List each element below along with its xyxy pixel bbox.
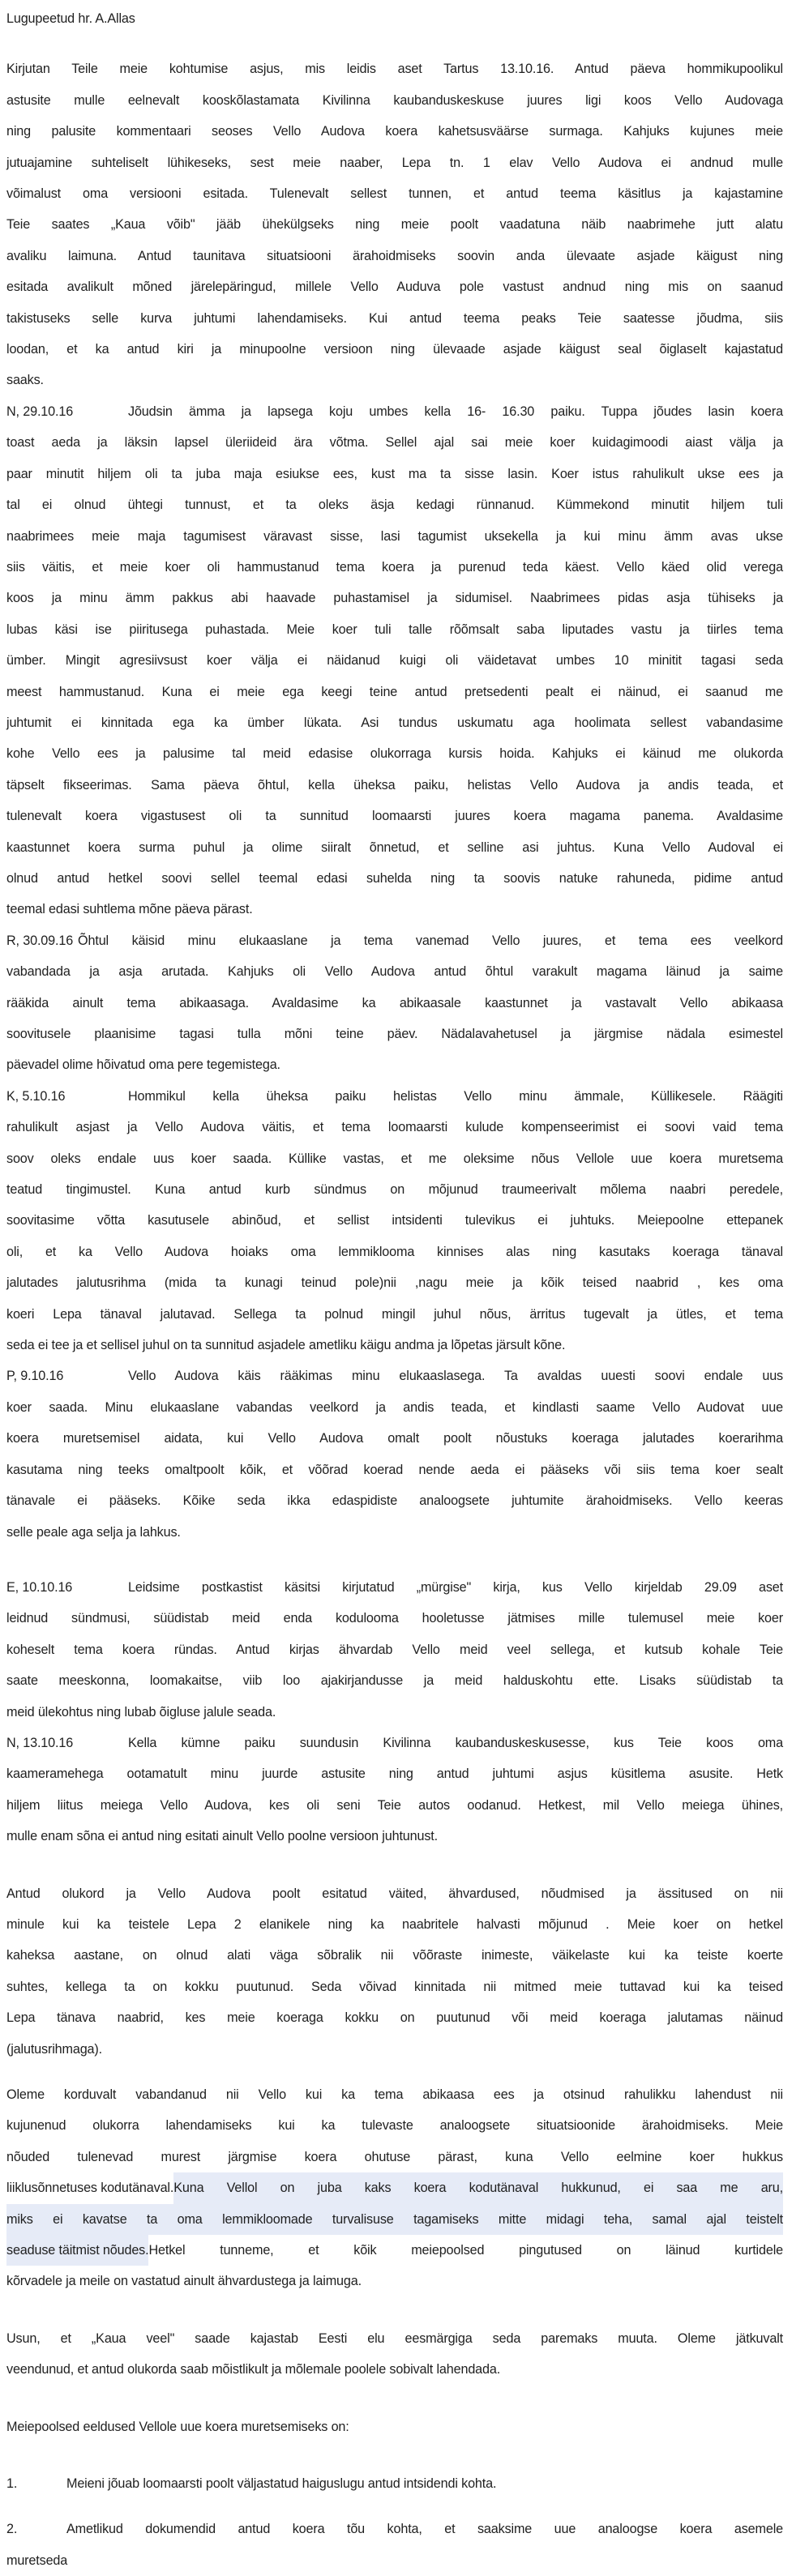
entry-line: selle peale aga selja ja lahkus. (6, 1524, 181, 1540)
entry-line: seda ei tee ja et sellisel juhul on ta sunnitud asjadele ametliku käigu andma ja lõpetas järsult kõne. (6, 1338, 566, 1353)
apology-line: Oleme korduvalt vabandanud nii Vello kui ka tema abikaasa ees ja otsinud rahulikku lahendust nii (6, 2087, 783, 2102)
letter-page (6, 0, 783, 2576)
entry-line: koos ja minu ämm pakkus abi haavade puhastamisel ja sidumisel. Naabrimees pidas asja tühiseks ja (6, 591, 783, 606)
situation-line: kaheksa aastane, on olnud alati väga sõbralik nii võõraste inimeste, väikelaste kui ka teiste koerte (6, 1948, 783, 1963)
situation-line: (jalutusrihmaga). (6, 2041, 103, 2057)
apology-line (6, 2235, 783, 2266)
entry-line: rääkida ainult tema abikaasaga. Avaldasime ka abikaasale kaastunnet ja vastavalt Vello abikaasa (6, 995, 783, 1010)
intro-line: esitada avalikult mõned järelepäringud, millele Vello Auduva pole vastust andnud ning mis on saanud (6, 280, 783, 295)
condition-item (6, 2468, 783, 2499)
situation-line: Lepa tänava naabrid, kes meie koeraga kokku on puutunud või meid koeraga jalutamas näinud (6, 2010, 783, 2026)
entry-line: rahulikult asjast ja Vello Audova väitis, et tema loomaarsti kulude kompenseerimist ei soovi vaid tema (6, 1120, 783, 1135)
entry-line: teatud tingimustel. Kuna antud kurb sündmus on mõjunud traumeerivalt mõlema naabri peredele, (6, 1182, 783, 1198)
entry-line: kohe Vello ees ja palusime tal meid edasise olukorraga kursis hoida. Kahjuks ei käinud me olukorda (6, 746, 783, 762)
entry-line (6, 1081, 783, 1112)
entry-date: K, 5.10.16 (6, 1088, 66, 1104)
entry-line (6, 1361, 783, 1391)
situation-line: suhtes, kellega ta on kokku puutunud. Seda võivad kinnitada nii mitmed meie tuttavad kui ka teised (6, 1979, 783, 1994)
intro-paragraph (6, 53, 783, 395)
entry-line: koheselt tema koera ründas. Antud kirjas ähvardab Vello meid veel sellega, et kutsub kohale Teie (6, 1642, 783, 1657)
closing-paragraph (6, 2323, 783, 2386)
entry-line: päevadel olime hõivatud oma pere tegemistega. (6, 1057, 280, 1073)
diary-entry (6, 1572, 783, 1728)
condition-line: muretseda (6, 2553, 68, 2568)
entry-line: juhtumit ei kinnitada ega ka ümber lükata. Asi tundus uskumatu aga hoolimata sellest vabandasime (6, 715, 783, 730)
entry-text: Õhtul käisid minu elukaaslane ja tema vanemad Vello juures, et tema ees veelkord (78, 933, 783, 948)
entry-line: kasutama ning teeks omaltpoolt kõik, et võõrad koerad nende aeda ei pääseks või siis tema koer sealt (6, 1462, 783, 1477)
closing-line: veendunud, et antud olukorda saab mõistlikult ja mõlemale poolele sobivalt lahendada. (6, 2362, 501, 2377)
entry-line: meest hammustanud. Kuna ei meie ega keegi teine antud pretsedenti pealt ei näinud, ei saanud me (6, 684, 783, 699)
entry-line: jalutades jalutusrihma (mida ta kunagi teinud pole)nii ,nagu meie ja kõik teised naabrid , kes oma (6, 1275, 783, 1291)
diary-entry (6, 1728, 783, 1852)
entry-line: tänavale ei pääseks. Kõike seda ikka edaspidiste analoogsete juhtumite ärahoidmiseks. Vello keeras (6, 1493, 783, 1509)
entry-line: siis väitis, et meie koer oli hammustanud tema koera ja purenud teda käest. Vello käed olid verega (6, 559, 783, 575)
entry-line (6, 1572, 783, 1603)
entry-line (6, 396, 783, 427)
selected-text-line[interactable]: miks ei kavatse ta oma lemmikloomade turvalisuse tagamiseks mitte midagi teha, samal ajal teistelt (6, 2204, 783, 2235)
entry-line: kaastunnet koera surma puhul ja olime siiralt õnnetud, et selline asi juhtus. Kuna Vello Audoval ei (6, 839, 783, 855)
dated-entries (6, 396, 783, 1852)
greeting-block (6, 3, 783, 34)
entry-date: E, 10.10.16 (6, 1579, 73, 1595)
entry-text: Vello Audova käis rääkimas minu elukaaslasega. Ta avaldas uuesti soovi endale uus (128, 1369, 783, 1384)
apology-line: nõuded tulenevad murest järgmise koera ohutuse pärast, kuna Vello eelmine koer hukkus (6, 2149, 783, 2164)
entry-line: leidnud sündmusi, süüdistab meid enda kodulooma hooletusse jätmises mille tulemusel meie koer (6, 1611, 783, 1626)
entry-line: meid ülekohtus ning lubab õigluse jalule seada. (6, 1704, 276, 1719)
intro-line: jutuajamine suhteliselt lühikeseks, sest meie naaber, Lepa tn. 1 elav Vello Audova ei andnud mulle (6, 155, 783, 170)
entry-line (6, 925, 783, 956)
condition-item (6, 2514, 783, 2576)
selected-text[interactable]: Kuna Vellol on juba kaks koera kodutänaval hukkunud, ei saa me aru, (173, 2172, 783, 2203)
situation-line: minule kui ka teistele Lepa 2 elanikele ning ka naabritele halvasti mõjunud . Meie koer on hetkel (6, 1916, 783, 1932)
intro-line: avaliku laimuna. Antud taunitava situatsiooni ärahoidmiseks soovin anda ülevaate asjade käigust ning (6, 248, 783, 263)
intro-line: Teie saates „Kaua võib" jääb ühekülgseks ning meie poolt vaadatuna näib naabrimehe jutt alatu (6, 217, 783, 233)
apology-line: kõrvadele ja meile on vastatud ainult ähvardustega ja laimuga. (6, 2274, 362, 2289)
entry-line: toast aeda ja läksin lapsel üleriideid ära võtma. Sellel ajal sai meie koer kuidagimoodi aiast välja ja (6, 435, 783, 451)
entry-line: lubas käsi ise piiritusega puhastada. Meie koer tuli talle rõõmsalt saba liputades vastu ja tiirles tema (6, 622, 783, 637)
diary-entry (6, 925, 783, 1081)
entry-line (6, 1728, 783, 1758)
situation-paragraph (6, 1878, 783, 2065)
diary-entry (6, 396, 783, 925)
entry-text: Kella kümne paiku suundusin Kivilinna kaubanduskeskusesse, kus Teie koos oma (128, 1735, 783, 1750)
entry-line: koera muretsemisel aidata, kui Vello Audova omalt poolt nõustuks koeraga jalutades koerarihma (6, 1431, 783, 1446)
entry-text: Jõudsin ämma ja lapsega koju umbes kella 16- 16.30 paiku. Tuppa jõudes lasin koera (128, 404, 783, 419)
apology-line (6, 2172, 783, 2203)
intro-line: saaks. (6, 373, 44, 388)
entry-line: kaameramehega ootamatult minu juurde astusite ning antud juhtumi asjus küsitlema asusite. Hetk (6, 1766, 783, 1782)
condition-number: 2. (6, 2522, 18, 2537)
intro-line: võimalust oma versiooni esitada. Tulenevalt sellest tunnen, et antud teema käsitlus ja kajastamine (6, 186, 783, 202)
entry-line: tal ei olnud ühtegi tunnust, et ta oleks äsja kedagi rünnanud. Kümmekond minutit hiljem tuli (6, 498, 783, 513)
entry-line: teemal edasi suhtlema mõne päeva pärast. (6, 902, 253, 917)
greeting: Lugupeetud hr. A.Allas (6, 11, 135, 26)
entry-line: koer saada. Minu elukaaslane vabandas veelkord ja andis teada, et kindlasti saame Vello Audovat uue (6, 1399, 783, 1415)
entry-date: P, 9.10.16 (6, 1369, 64, 1384)
entry-line: olnud antud hetkel soovi sellel teemal edasi suhelda ning ta soovis natuke rahuneda, pidime antud (6, 870, 783, 886)
conditions-list (6, 2468, 783, 2576)
entry-text: Leidsime postkastist käsitsi kirjutatud „mürgise" kirja, kus Vello kirjeldab 29.09 aset (128, 1579, 783, 1595)
diary-entry (6, 1361, 783, 1547)
situation-line: Antud olukord ja Vello Audova poolt esitatud väited, ähvardused, nõudmised ja ässitused on nii (6, 1886, 783, 1901)
entry-line: tulenevalt koera vigastusest oli ta sunnitud loomaarsti juures koera magama panema. Avaldasime (6, 809, 783, 824)
conditions-intro: Meiepoolsed eeldused Vellole uue koera muretsemiseks on: (6, 2419, 349, 2434)
intro-line: Kirjutan Teile meie kohtumise asjus, mis leidis aset Tartus 13.10.16. Antud päeva hommikupoolikul (6, 62, 783, 77)
intro-line: loodan, et ka antud kiri ja minupoolne versioon ning ülevaade asjade käigust seal õiglaselt kajastatud (6, 342, 783, 357)
closing-line: Usun, et „Kaua veel" saade kajastab Eesti elu eesmärgiga seda paremaks muuta. Oleme jätkuvalt (6, 2330, 783, 2346)
intro-line: ning palusite kommentaari seoses Vello Audova koera kahetsusväärse surmaga. Kahjuks kujunes meie (6, 124, 783, 139)
apology-text: Hetkel tunneme, et kõik meiepoolsed pingutused on läinud kurtidele (148, 2243, 783, 2258)
entry-line: hiljem liitus meiega Vello Audova, kes oli seni Teie autos oodanud. Hetkest, mil Vello meiega ühines, (6, 1797, 783, 1813)
selected-text[interactable]: seaduse täitmist nõudes. (6, 2235, 148, 2266)
condition-text: Ametlikud dokumendid antud koera tõu kohta, et saaksime uue analoogse koera asemele (66, 2522, 783, 2537)
entry-line: ümber. Mingit agresiivsust koer välja ei näidanud kuigi oli väidetavat umbes 10 minitit tagasi seda (6, 653, 783, 669)
entry-line: oli, et ka Vello Audova hoiaks oma lemmiklooma kinnises alas ning kasutaks koeraga tänaval (6, 1244, 783, 1259)
entry-line: soovitusele plaanisime tagasi tulla mõni teine päev. Nädalavahetusel ja järgmise nädala esimestel (6, 1027, 783, 1041)
entry-line: koeri Lepa tänaval jalutavad. Sellega ta polnud mingil juhul nõus, ärritus tugevalt ja ütles, et tema (6, 1306, 783, 1322)
entry-line: paar minutit hiljem oli ta juba maja esiukse ees, kust ma ta sisse lasin. Koer istus rahulikult ukse ees ja (6, 466, 783, 481)
apology-text: liiklusõnnetuses kodutänaval. (6, 2181, 174, 2196)
apology-paragraph (6, 2079, 783, 2297)
entry-line: täpselt fikseerimas. Sama päeva õhtul, kella üheksa paiku, helistas Vello Audova ja andis teada, et (6, 777, 783, 792)
diary-entry (6, 1081, 783, 1361)
entry-line: soov oleks endale uus koer saada. Küllike vastas, et me oleksime nõus Vellole uue koera muretsema (6, 1151, 783, 1166)
entry-line: soovitasime võtta kasutusele abinõud, et sellist intsidenti tulevikus ei juhtuks. Meiepoolne ettepanek (6, 1213, 783, 1228)
intro-line: astusite mulle eelnevalt kooskõlastamata Kivilinna kaubanduskeskuse juures ligi koos Vello Audovaga (6, 92, 783, 108)
entry-date: R, 30.09.16 (6, 933, 74, 948)
conditions-intro-block (6, 2412, 783, 2442)
condition-number: 1. (6, 2476, 18, 2492)
entry-line: mulle enam sõna ei antud ning esitati ainult Vello poolne versioon juhtunust. (6, 1829, 438, 1844)
intro-line: takistuseks selle kurva juhtumi lahendamiseks. Kui antud teema peaks Teie saatesse jõudma, siis (6, 310, 783, 326)
entry-date: N, 29.10.16 (6, 404, 74, 419)
condition-line (6, 2468, 783, 2499)
condition-line (6, 2514, 783, 2544)
entry-date: N, 13.10.16 (6, 1735, 74, 1750)
apology-line: kujunenud olukorra lahendamiseks kui ka tulevaste analoogsete situatsioonide ärahoidmiseks. Meie (6, 2118, 783, 2134)
entry-line: vabandada ja asja arutada. Kahjuks oli Vello Audova antud õhtul varakult magama läinud ja saime (6, 964, 783, 980)
entry-line: saate meeskonna, loomakaitse, viib loo ajakirjandusse ja meid halduskohtu ette. Lisaks süüdistab ta (6, 1673, 783, 1689)
entry-line: naabrimees meie maja tagumisest väravast sisse, lasi tagumist uksekella ja kui minu ämm avas ukse (6, 528, 783, 544)
entry-text: Hommikul kella üheksa paiku helistas Vello minu ämmale, Küllikesele. Räägiti (128, 1088, 783, 1104)
condition-text: Meieni jõuab loomaarsti poolt väljastatud haiguslugu antud intsidendi kohta. (66, 2476, 497, 2492)
